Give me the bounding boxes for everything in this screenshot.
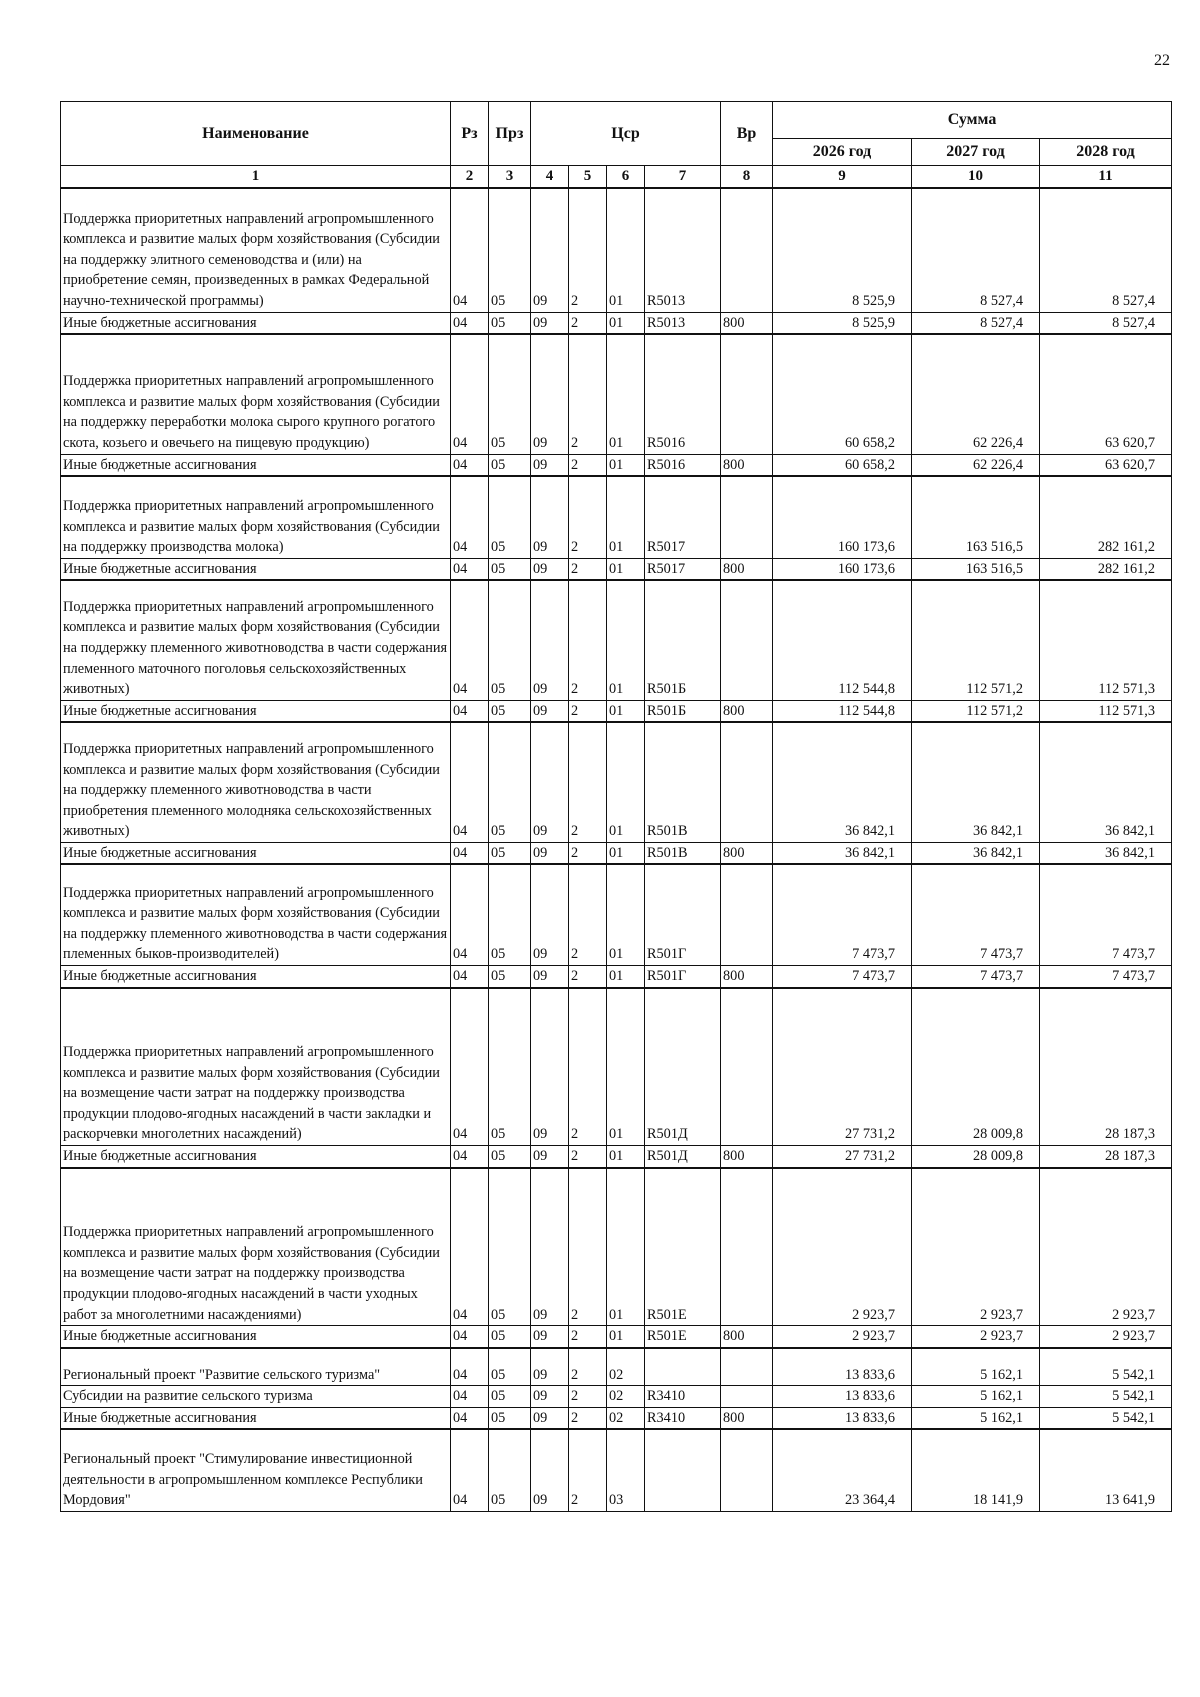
row-name: Поддержка приоритетных направлений агропромышленного комплекса и развитие малых форм хозяйствования (Субсидии на возмещение части затрат на поддержку производства продукции плодово-ягодных насаждений в части закладки и раскорчевки многолетних насаждений): [61, 988, 451, 1146]
row-value-2027: 28 009,8: [912, 1146, 1040, 1168]
row-value-2026: 112 544,8: [773, 580, 912, 700]
table-row: [61, 334, 1172, 454]
row-value-2026: 160 173,6: [773, 558, 912, 580]
table-row: [61, 842, 1172, 864]
row-value-2028: 63 620,7: [1040, 454, 1172, 476]
row-name: Иные бюджетные ассигнования: [61, 1407, 451, 1429]
row-rz: 04: [451, 454, 489, 476]
row-csr-7: R501Е: [645, 1326, 721, 1348]
row-value-2027: 2 923,7: [912, 1168, 1040, 1326]
row-csr-6: 01: [607, 580, 645, 700]
row-csr-7: R5016: [645, 334, 721, 454]
row-rz: 04: [451, 1348, 489, 1386]
row-value-2027: 8 527,4: [912, 312, 1040, 334]
row-prz: 05: [489, 1407, 531, 1429]
row-csr-4: 09: [531, 722, 569, 842]
row-csr-7: R5017: [645, 558, 721, 580]
row-csr-7: R501Д: [645, 988, 721, 1146]
row-value-2027: 62 226,4: [912, 454, 1040, 476]
row-csr-5: 2: [569, 454, 607, 476]
row-value-2026: 8 525,9: [773, 312, 912, 334]
row-name: Региональный проект "Развитие сельского туризма": [61, 1348, 451, 1386]
table-row: [61, 1348, 1172, 1386]
row-csr-7: R5013: [645, 312, 721, 334]
row-name: Поддержка приоритетных направлений агропромышленного комплекса и развитие малых форм хозяйствования (Субсидии на поддержку переработки молока сырого крупного рогатого скота, козьего и овечьего на пищевую продукцию): [61, 334, 451, 454]
row-name: Поддержка приоритетных направлений агропромышленного комплекса и развитие малых форм хозяйствования (Субсидии на поддержку производства молока): [61, 476, 451, 558]
row-csr-5: 2: [569, 334, 607, 454]
table-row: [61, 1146, 1172, 1168]
row-value-2026: 2 923,7: [773, 1168, 912, 1326]
row-value-2027: 8 527,4: [912, 188, 1040, 312]
row-csr-6: 01: [607, 454, 645, 476]
row-vr: [721, 1168, 773, 1326]
row-value-2027: 62 226,4: [912, 334, 1040, 454]
row-name: Поддержка приоритетных направлений агропромышленного комплекса и развитие малых форм хозяйствования (Субсидии на поддержку элитного семеноводства и (или) на приобретение семян, произведенных в рамках Федеральной научно-технической программы): [61, 188, 451, 312]
row-csr-7: R3410: [645, 1386, 721, 1408]
row-name: Субсидии на развитие сельского туризма: [61, 1386, 451, 1408]
row-value-2028: 282 161,2: [1040, 476, 1172, 558]
row-value-2028: 7 473,7: [1040, 965, 1172, 987]
row-csr-5: 2: [569, 842, 607, 864]
row-name: Иные бюджетные ассигнования: [61, 312, 451, 334]
table-row: [61, 1429, 1172, 1511]
row-prz: 05: [489, 580, 531, 700]
row-value-2028: 28 187,3: [1040, 1146, 1172, 1168]
table-row: [61, 476, 1172, 558]
row-csr-5: 2: [569, 188, 607, 312]
row-name: Иные бюджетные ассигнования: [61, 700, 451, 722]
row-value-2027: 5 162,1: [912, 1407, 1040, 1429]
row-csr-5: 2: [569, 864, 607, 965]
row-rz: 04: [451, 334, 489, 454]
row-csr-4: 09: [531, 558, 569, 580]
row-value-2026: 13 833,6: [773, 1386, 912, 1408]
row-csr-5: 2: [569, 1146, 607, 1168]
row-value-2026: 60 658,2: [773, 454, 912, 476]
row-value-2026: 7 473,7: [773, 864, 912, 965]
row-value-2028: 2 923,7: [1040, 1326, 1172, 1348]
row-value-2027: 7 473,7: [912, 864, 1040, 965]
row-csr-5: 2: [569, 988, 607, 1146]
row-prz: 05: [489, 864, 531, 965]
row-csr-4: 09: [531, 1146, 569, 1168]
row-csr-6: 02: [607, 1386, 645, 1408]
row-value-2027: 163 516,5: [912, 558, 1040, 580]
row-csr-4: 09: [531, 312, 569, 334]
row-rz: 04: [451, 312, 489, 334]
row-name: Иные бюджетные ассигнования: [61, 965, 451, 987]
table-row: [61, 1168, 1172, 1326]
row-prz: 05: [489, 1386, 531, 1408]
row-value-2028: 8 527,4: [1040, 188, 1172, 312]
row-csr-6: 01: [607, 722, 645, 842]
row-prz: 05: [489, 988, 531, 1146]
row-csr-4: 09: [531, 842, 569, 864]
row-vr: [721, 188, 773, 312]
row-value-2028: 112 571,3: [1040, 700, 1172, 722]
row-csr-4: 09: [531, 1386, 569, 1408]
row-rz: 04: [451, 842, 489, 864]
row-value-2026: 160 173,6: [773, 476, 912, 558]
row-value-2026: 60 658,2: [773, 334, 912, 454]
column-number: 10: [912, 166, 1040, 189]
row-csr-5: 2: [569, 1407, 607, 1429]
header-vr: Вр: [721, 102, 773, 166]
row-csr-6: 01: [607, 842, 645, 864]
row-csr-4: 09: [531, 454, 569, 476]
row-csr-6: 01: [607, 700, 645, 722]
row-prz: 05: [489, 842, 531, 864]
row-csr-7: R501Б: [645, 700, 721, 722]
column-number: 11: [1040, 166, 1172, 189]
row-csr-5: 2: [569, 558, 607, 580]
column-number: 7: [645, 166, 721, 189]
row-rz: 04: [451, 1429, 489, 1511]
row-csr-5: 2: [569, 1326, 607, 1348]
row-vr: 800: [721, 312, 773, 334]
row-csr-5: 2: [569, 722, 607, 842]
header-year-2026: 2026 год: [773, 139, 912, 166]
row-rz: 04: [451, 558, 489, 580]
header-rz: Рз: [451, 102, 489, 166]
row-csr-7: R501Г: [645, 965, 721, 987]
row-value-2028: 5 542,1: [1040, 1407, 1172, 1429]
row-csr-5: 2: [569, 1386, 607, 1408]
row-prz: 05: [489, 312, 531, 334]
row-csr-4: 09: [531, 580, 569, 700]
table-row: [61, 312, 1172, 334]
row-value-2027: 5 162,1: [912, 1386, 1040, 1408]
row-csr-5: 2: [569, 580, 607, 700]
table-row: [61, 454, 1172, 476]
row-csr-4: 09: [531, 476, 569, 558]
row-value-2027: 36 842,1: [912, 722, 1040, 842]
row-csr-7: R5017: [645, 476, 721, 558]
row-prz: 05: [489, 1429, 531, 1511]
row-name: Поддержка приоритетных направлений агропромышленного комплекса и развитие малых форм хозяйствования (Субсидии на поддержку племенного животноводства в части содержания племенного маточного поголовья сельскохозяйственных животных): [61, 580, 451, 700]
row-csr-5: 2: [569, 312, 607, 334]
row-csr-6: 01: [607, 476, 645, 558]
row-value-2026: 8 525,9: [773, 188, 912, 312]
row-vr: 800: [721, 700, 773, 722]
row-csr-6: 01: [607, 334, 645, 454]
row-name: Иные бюджетные ассигнования: [61, 1326, 451, 1348]
row-vr: [721, 864, 773, 965]
row-vr: 800: [721, 842, 773, 864]
row-prz: 05: [489, 700, 531, 722]
row-value-2028: 36 842,1: [1040, 842, 1172, 864]
row-rz: 04: [451, 1326, 489, 1348]
column-number: 2: [451, 166, 489, 189]
row-csr-6: 01: [607, 1168, 645, 1326]
header-csr: Цср: [531, 102, 721, 166]
page-number: 22: [1154, 52, 1170, 69]
row-value-2027: 163 516,5: [912, 476, 1040, 558]
row-rz: 04: [451, 722, 489, 842]
row-rz: 04: [451, 1407, 489, 1429]
row-value-2028: 7 473,7: [1040, 864, 1172, 965]
table-row: [61, 1386, 1172, 1408]
row-rz: 04: [451, 476, 489, 558]
row-csr-4: 09: [531, 1168, 569, 1326]
row-csr-6: 01: [607, 312, 645, 334]
row-value-2026: 112 544,8: [773, 700, 912, 722]
row-prz: 05: [489, 558, 531, 580]
row-value-2026: 2 923,7: [773, 1326, 912, 1348]
row-csr-7: R5013: [645, 188, 721, 312]
column-number: 4: [531, 166, 569, 189]
row-name: Иные бюджетные ассигнования: [61, 454, 451, 476]
row-csr-7: [645, 1429, 721, 1511]
row-prz: 05: [489, 1168, 531, 1326]
row-csr-7: R501В: [645, 722, 721, 842]
row-value-2027: 112 571,2: [912, 700, 1040, 722]
row-csr-5: 2: [569, 1168, 607, 1326]
row-name: Иные бюджетные ассигнования: [61, 558, 451, 580]
column-number: 8: [721, 166, 773, 189]
row-vr: 800: [721, 558, 773, 580]
row-csr-7: R501Д: [645, 1146, 721, 1168]
row-value-2026: 36 842,1: [773, 842, 912, 864]
row-prz: 05: [489, 1348, 531, 1386]
row-prz: 05: [489, 454, 531, 476]
row-csr-6: 01: [607, 188, 645, 312]
row-value-2028: 8 527,4: [1040, 312, 1172, 334]
table-row: [61, 1326, 1172, 1348]
row-rz: 04: [451, 1168, 489, 1326]
budget-table: [60, 101, 1172, 1512]
row-rz: 04: [451, 965, 489, 987]
row-value-2028: 5 542,1: [1040, 1386, 1172, 1408]
row-csr-5: 2: [569, 700, 607, 722]
column-number: 6: [607, 166, 645, 189]
row-csr-7: [645, 1348, 721, 1386]
row-csr-7: R3410: [645, 1407, 721, 1429]
row-rz: 04: [451, 988, 489, 1146]
row-csr-5: 2: [569, 476, 607, 558]
row-csr-5: 2: [569, 965, 607, 987]
table-row: [61, 722, 1172, 842]
column-number: 5: [569, 166, 607, 189]
row-prz: 05: [489, 1326, 531, 1348]
row-value-2026: 27 731,2: [773, 1146, 912, 1168]
row-value-2026: 36 842,1: [773, 722, 912, 842]
row-value-2028: 36 842,1: [1040, 722, 1172, 842]
row-csr-4: 09: [531, 1348, 569, 1386]
row-vr: [721, 476, 773, 558]
row-csr-6: 01: [607, 965, 645, 987]
row-value-2028: 28 187,3: [1040, 988, 1172, 1146]
row-rz: 04: [451, 1146, 489, 1168]
row-rz: 04: [451, 1386, 489, 1408]
row-vr: [721, 722, 773, 842]
row-name: Иные бюджетные ассигнования: [61, 1146, 451, 1168]
row-csr-6: 01: [607, 864, 645, 965]
row-value-2026: 13 833,6: [773, 1348, 912, 1386]
column-number: 1: [61, 166, 451, 189]
row-value-2027: 7 473,7: [912, 965, 1040, 987]
table-row: [61, 864, 1172, 965]
row-csr-4: 09: [531, 334, 569, 454]
row-csr-6: 03: [607, 1429, 645, 1511]
table-row: [61, 700, 1172, 722]
row-rz: 04: [451, 580, 489, 700]
row-vr: 800: [721, 1407, 773, 1429]
row-value-2028: 5 542,1: [1040, 1348, 1172, 1386]
row-value-2028: 13 641,9: [1040, 1429, 1172, 1511]
row-value-2027: 36 842,1: [912, 842, 1040, 864]
row-csr-6: 01: [607, 1146, 645, 1168]
row-value-2027: 112 571,2: [912, 580, 1040, 700]
row-prz: 05: [489, 334, 531, 454]
row-prz: 05: [489, 722, 531, 842]
row-prz: 05: [489, 1146, 531, 1168]
row-value-2026: 7 473,7: [773, 965, 912, 987]
row-name: Региональный проект "Стимулирование инвестиционной деятельности в агропромышленном комплексе Республики Мордовия": [61, 1429, 451, 1511]
row-rz: 04: [451, 700, 489, 722]
row-prz: 05: [489, 965, 531, 987]
row-value-2026: 13 833,6: [773, 1407, 912, 1429]
row-csr-4: 09: [531, 1407, 569, 1429]
row-csr-6: 01: [607, 988, 645, 1146]
row-rz: 04: [451, 864, 489, 965]
row-name: Поддержка приоритетных направлений агропромышленного комплекса и развитие малых форм хозяйствования (Субсидии на возмещение части затрат на поддержку производства продукции плодово-ягодных насаждений в части уходных работ за многолетними насаждениями): [61, 1168, 451, 1326]
row-name: Иные бюджетные ассигнования: [61, 842, 451, 864]
row-csr-4: 09: [531, 864, 569, 965]
header-year-2028: 2028 год: [1040, 139, 1172, 166]
header-year-2027: 2027 год: [912, 139, 1040, 166]
row-csr-5: 2: [569, 1429, 607, 1511]
row-csr-7: R501Г: [645, 864, 721, 965]
row-prz: 05: [489, 188, 531, 312]
row-name: Поддержка приоритетных направлений агропромышленного комплекса и развитие малых форм хозяйствования (Субсидии на поддержку племенного животноводства в части приобретения племенного молодняка сельскохозяйственных животных): [61, 722, 451, 842]
table-row: [61, 188, 1172, 312]
row-csr-4: 09: [531, 988, 569, 1146]
row-vr: [721, 1429, 773, 1511]
row-csr-6: 02: [607, 1348, 645, 1386]
row-value-2028: 63 620,7: [1040, 334, 1172, 454]
column-number: 9: [773, 166, 912, 189]
row-vr: [721, 988, 773, 1146]
row-vr: 800: [721, 454, 773, 476]
header-prz: Прз: [489, 102, 531, 166]
row-value-2027: 18 141,9: [912, 1429, 1040, 1511]
row-csr-7: R501Е: [645, 1168, 721, 1326]
header-sum: Сумма: [773, 102, 1172, 139]
row-vr: 800: [721, 965, 773, 987]
row-csr-5: 2: [569, 1348, 607, 1386]
row-value-2027: 2 923,7: [912, 1326, 1040, 1348]
row-value-2027: 28 009,8: [912, 988, 1040, 1146]
column-number-row: [61, 166, 1172, 189]
table-row: [61, 965, 1172, 987]
row-prz: 05: [489, 476, 531, 558]
row-vr: [721, 1348, 773, 1386]
row-csr-6: 01: [607, 1326, 645, 1348]
row-vr: [721, 334, 773, 454]
row-value-2026: 23 364,4: [773, 1429, 912, 1511]
table-row: [61, 558, 1172, 580]
row-vr: 800: [721, 1326, 773, 1348]
table-row: [61, 580, 1172, 700]
row-csr-7: R501В: [645, 842, 721, 864]
row-rz: 04: [451, 188, 489, 312]
row-vr: 800: [721, 1146, 773, 1168]
row-name: Поддержка приоритетных направлений агропромышленного комплекса и развитие малых форм хозяйствования (Субсидии на поддержку племенного животноводства в части содержания племенных быков-производителей): [61, 864, 451, 965]
column-number: 3: [489, 166, 531, 189]
row-vr: [721, 580, 773, 700]
row-csr-4: 09: [531, 1326, 569, 1348]
row-csr-4: 09: [531, 188, 569, 312]
table-row: [61, 988, 1172, 1146]
row-csr-6: 01: [607, 558, 645, 580]
header-name: Наименование: [61, 102, 451, 166]
row-value-2027: 5 162,1: [912, 1348, 1040, 1386]
row-csr-7: R5016: [645, 454, 721, 476]
row-csr-4: 09: [531, 965, 569, 987]
row-csr-6: 02: [607, 1407, 645, 1429]
row-csr-7: R501Б: [645, 580, 721, 700]
row-vr: [721, 1386, 773, 1408]
row-csr-4: 09: [531, 700, 569, 722]
row-value-2026: 27 731,2: [773, 988, 912, 1146]
row-value-2028: 2 923,7: [1040, 1168, 1172, 1326]
row-value-2028: 112 571,3: [1040, 580, 1172, 700]
table-row: [61, 1407, 1172, 1429]
row-value-2028: 282 161,2: [1040, 558, 1172, 580]
row-csr-4: 09: [531, 1429, 569, 1511]
